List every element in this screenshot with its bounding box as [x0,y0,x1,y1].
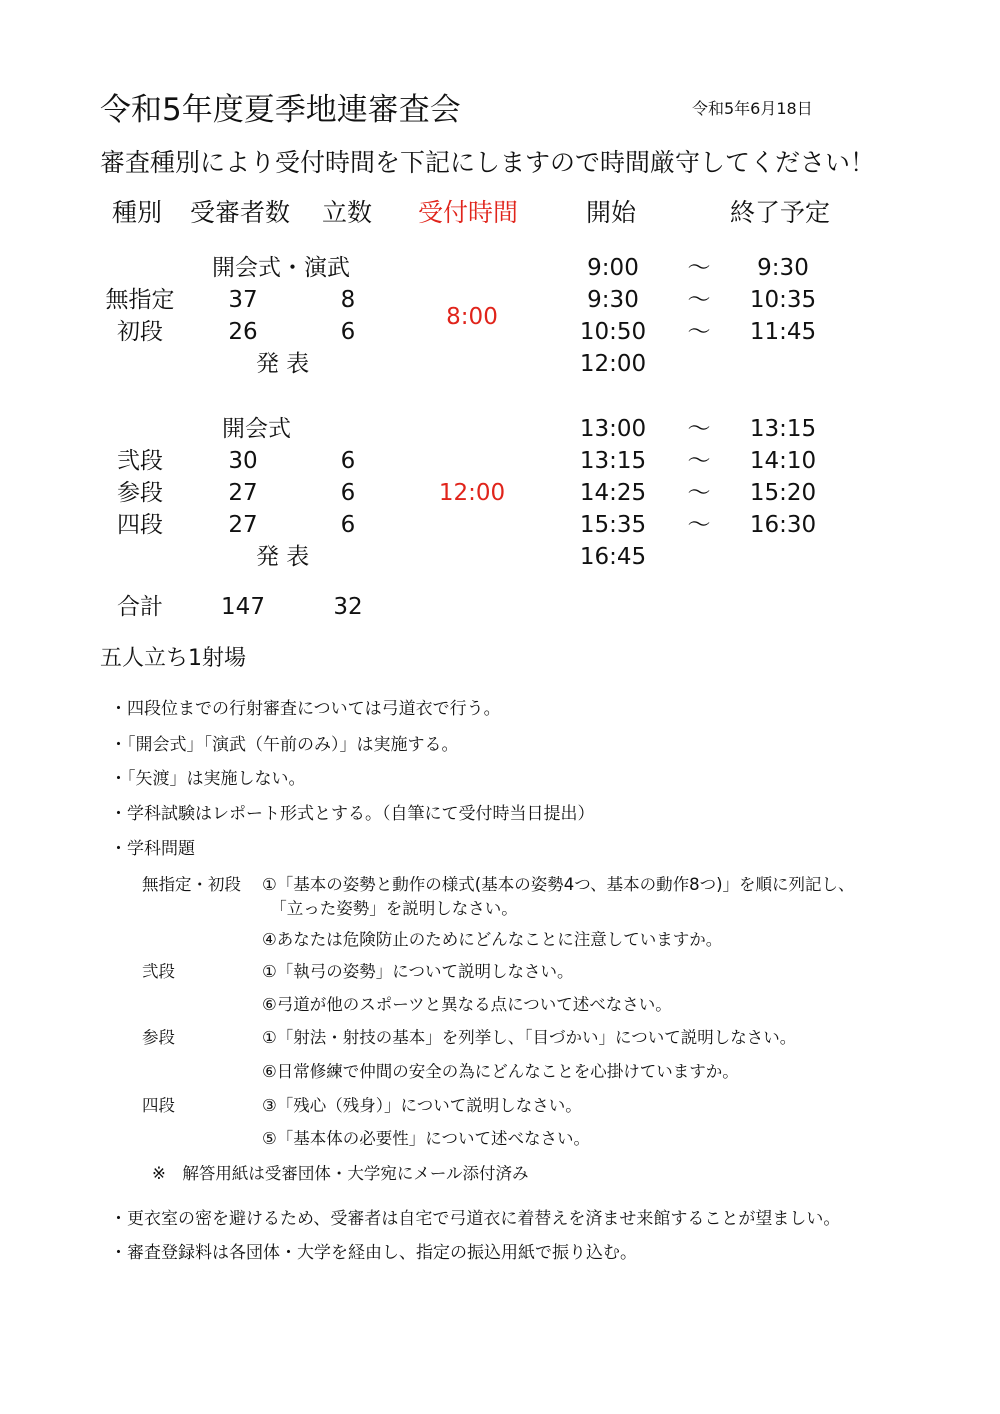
question-item: ③「残心（残身）」について説明しなさい。 [262,1096,582,1115]
morning-ceremony: 開会式・演武 [212,255,350,281]
row-tilde: ～ [687,512,711,538]
afternoon-announcement: 発 表 [256,544,310,570]
page-subtitle: 審査種別により受付時間を下記にしますので時間厳守してください！ [100,148,876,177]
question-grade: 弐段 [142,962,175,981]
question-item: ④あなたは危険防止のためにどんなことに注意していますか。 [262,930,723,949]
total-examinees: 147 [221,594,265,620]
question-item: ①「執弓の姿勢」について説明しなさい。 [262,962,574,981]
row-start: 15:35 [579,512,647,538]
row-tachi: 6 [340,448,356,474]
morning-ceremony-tilde: ～ [687,255,711,281]
row-start: 10:50 [579,319,647,345]
question-grade: 無指定・初段 [142,875,241,894]
note-item: ・「矢渡」は実施しない。 [110,769,306,789]
row-start: 9:30 [587,287,639,313]
afternoon-announcement-time: 16:45 [579,544,647,570]
afternoon-ceremony: 開会式 [222,416,291,442]
row-end: 11:45 [749,319,817,345]
header-reception: 受付時間 [418,198,519,227]
row-tilde: ～ [687,319,711,345]
row-tachi: 6 [340,319,356,345]
question-item: ⑥弓道が他のスポーツと異なる点について述べなさい。 [262,995,672,1014]
note-item: ・学科試験はレポート形式とする。（自筆にて受付時当日提出） [110,804,595,824]
question-grade: 四段 [142,1096,175,1115]
shooting-format: 五人立ち1射場 [100,646,246,671]
answer-sheet-note: ※ 解答用紙は受審団体・大学宛にメール添付済み [152,1164,529,1183]
note-item: ・「開会式」「演武（午前のみ）」は実施する。 [110,735,459,755]
row-examinees: 27 [228,512,258,538]
row-type: 初段 [117,319,163,345]
morning-reception-time: 8:00 [446,304,498,330]
header-examinees: 受審者数 [190,198,291,227]
row-tachi: 6 [340,512,356,538]
morning-ceremony-start: 9:00 [587,255,639,281]
note-item: ・学科問題 [110,839,195,859]
row-type: 弐段 [117,448,163,474]
header-type: 種別 [112,198,163,227]
row-end: 16:30 [749,512,817,538]
row-end: 15:20 [749,480,817,506]
question-item: ⑤「基本体の必要性」について述べなさい。 [262,1129,590,1148]
morning-announcement: 発 表 [256,351,310,377]
row-type: 参段 [117,480,163,506]
total-tachi: 32 [333,594,363,620]
question-item: ①「基本の姿勢と動作の様式(基本の姿勢4つ、基本の動作8つ)」を順に列記し、 [262,875,855,894]
afternoon-ceremony-start: 13:00 [579,416,647,442]
page-title: 令和5年度夏季地連審査会 [100,92,461,128]
question-item: ⑥日常修練で仲間の安全の為にどんなことを心掛けていますか。 [262,1062,739,1081]
row-tilde: ～ [687,480,711,506]
question-grade: 参段 [142,1028,175,1047]
footer-note-item: ・審査登録料は各団体・大学を経由し、指定の振込用紙で振り込む。 [110,1243,637,1263]
row-examinees: 37 [228,287,258,313]
morning-ceremony-end: 9:30 [757,255,809,281]
footer-note-item: ・更衣室の密を避けるため、受審者は自宅で弓道衣に着替えを済ませ来館することが望ましい。 [110,1209,841,1229]
row-type: 無指定 [105,287,175,313]
row-end: 14:10 [749,448,817,474]
document-date: 令和5年6月18日 [692,99,813,118]
afternoon-reception-time: 12:00 [438,480,506,506]
row-start: 14:25 [579,480,647,506]
header-end: 終了予定 [730,198,831,227]
row-tachi: 8 [340,287,356,313]
header-tachi: 立数 [322,198,373,227]
afternoon-ceremony-end: 13:15 [749,416,817,442]
total-label: 合計 [117,594,163,620]
morning-announcement-time: 12:00 [579,351,647,377]
row-examinees: 30 [228,448,258,474]
header-start: 開始 [586,198,637,227]
row-tachi: 6 [340,480,356,506]
question-item: 「立った姿勢」を説明しなさい。 [262,899,518,918]
row-end: 10:35 [749,287,817,313]
row-tilde: ～ [687,448,711,474]
row-examinees: 26 [228,319,258,345]
row-tilde: ～ [687,287,711,313]
row-type: 四段 [117,512,163,538]
row-examinees: 27 [228,480,258,506]
question-item: ①「射法・射技の基本」を列挙し、「目づかい」について説明しなさい。 [262,1028,797,1047]
row-start: 13:15 [579,448,647,474]
afternoon-ceremony-tilde: ～ [687,416,711,442]
note-item: ・四段位までの行射審査については弓道衣で行う。 [110,699,501,719]
